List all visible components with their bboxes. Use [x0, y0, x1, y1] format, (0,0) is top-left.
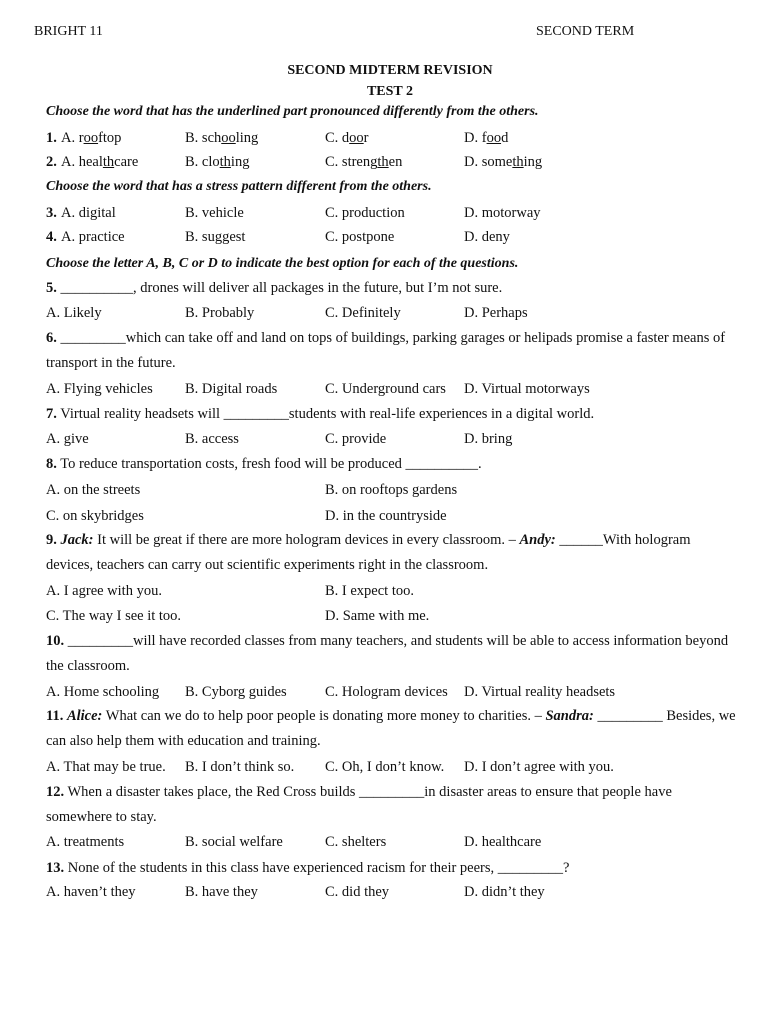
q10-option-d[interactable]: D. Virtual reality headsets: [464, 684, 616, 700]
option-c[interactable]: C. postpone: [325, 229, 395, 245]
q11-option-c[interactable]: C. Oh, I don’t know.: [325, 759, 445, 775]
option-a[interactable]: A. digital: [61, 205, 116, 221]
question-number: 5.: [46, 280, 57, 296]
q12-option-c[interactable]: C. shelters: [325, 834, 387, 850]
question-3: [46, 205, 746, 222]
question-text: _________will have recorded classes from many teachers, and students will be able to access information beyond the classroom.: [46, 633, 729, 674]
option-b[interactable]: B. clothing: [185, 154, 250, 170]
question-text: To reduce transportation costs, fresh food will be produced __________.: [56, 456, 482, 472]
q11-option-b[interactable]: B. I don’t think so.: [185, 759, 295, 775]
option-d[interactable]: D. motorway: [464, 205, 541, 221]
q13-option-c[interactable]: C. did they: [325, 884, 390, 900]
q5-option-c[interactable]: C. Definitely: [325, 305, 401, 321]
question-number: 11.: [46, 708, 64, 724]
q7-option-c[interactable]: C. provide: [325, 431, 387, 447]
question-number: 13.: [46, 860, 65, 876]
q8-option-b[interactable]: B. on rooftops gardens: [325, 482, 458, 498]
speaker-alice: Alice:: [66, 708, 103, 724]
question-number: 10.: [46, 633, 65, 649]
section-pronunciation-instruction: Choose the word that has the underlined part pronounced differently from the others.: [46, 104, 539, 119]
q10-option-c[interactable]: C. Hologram devices: [325, 684, 448, 700]
q6-option-c[interactable]: C. Underground cars: [325, 381, 446, 397]
speaker-andy: Andy:: [519, 532, 556, 548]
section-mcq-instruction: Choose the letter A, B, C or D to indicate the best option for each of the questions.: [46, 256, 519, 271]
question-text-continued: _________ Besides, we can also help them with education and training.: [46, 708, 736, 749]
option-a[interactable]: A. rooftop: [61, 130, 122, 146]
q9-option-c[interactable]: C. The way I see it too.: [46, 608, 182, 624]
option-c[interactable]: C. door: [325, 130, 369, 146]
q7-option-a[interactable]: A. give: [46, 431, 89, 447]
question-4: [46, 229, 746, 246]
q11-option-d[interactable]: D. I don’t agree with you.: [464, 759, 614, 775]
option-b[interactable]: B. suggest: [185, 229, 246, 245]
header-book-title: BRIGHT 11: [34, 24, 103, 39]
question-number: 7.: [46, 406, 57, 422]
option-d[interactable]: D. deny: [464, 229, 510, 245]
q9-option-d[interactable]: D. Same with me.: [325, 608, 430, 624]
question-text: __________, drones will deliver all packages in the future, but I’m not sure.: [56, 280, 503, 296]
question-7-stem: [46, 402, 736, 427]
option-d[interactable]: D. food: [464, 130, 509, 146]
question-text: _________which can take off and land on tops of buildings, parking garages or helipads promise a faster means of transport in the future.: [46, 330, 726, 371]
q5-option-b[interactable]: B. Probably: [185, 305, 255, 321]
question-9-stem: [46, 528, 736, 578]
question-11-stem: [46, 704, 736, 754]
q13-option-a[interactable]: A. haven’t they: [46, 884, 136, 900]
section-stress-instruction: Choose the word that has a stress pattern different from the others.: [46, 179, 432, 194]
question-10-stem: [46, 629, 736, 679]
question-12-stem: [46, 780, 736, 830]
question-number: 12.: [46, 784, 65, 800]
question-6-stem: [46, 326, 736, 376]
q5-option-a[interactable]: A. Likely: [46, 305, 102, 321]
option-b[interactable]: B. vehicle: [185, 205, 244, 221]
q11-option-a[interactable]: A. That may be true.: [46, 759, 166, 775]
q12-option-a[interactable]: A. treatments: [46, 834, 125, 850]
option-c[interactable]: C. strengthen: [325, 154, 403, 170]
option-d[interactable]: D. something: [464, 154, 543, 170]
question-number: 8.: [46, 456, 57, 472]
q7-option-b[interactable]: B. access: [185, 431, 239, 447]
q8-option-a[interactable]: A. on the streets: [46, 482, 141, 498]
speaker-jack: Jack:: [60, 532, 94, 548]
question-number: 6.: [46, 330, 57, 346]
question-number: 9.: [46, 532, 57, 548]
question-2: [46, 154, 746, 171]
header-term: SECOND TERM: [536, 24, 635, 39]
q6-option-a[interactable]: A. Flying vehicles: [46, 381, 153, 397]
question-13-stem: [46, 856, 736, 881]
option-a[interactable]: A. healthcare: [61, 154, 139, 170]
q6-option-d[interactable]: D. Virtual motorways: [464, 381, 590, 397]
q13-option-b[interactable]: B. have they: [185, 884, 258, 900]
question-text: It will be great if there are more hologram devices in every classroom. –: [93, 532, 520, 548]
q6-option-b[interactable]: B. Digital roads: [185, 381, 278, 397]
q8-option-c[interactable]: C. on skybridges: [46, 508, 144, 524]
page-title: SECOND MIDTERM REVISION: [287, 63, 493, 78]
question-number: 4.: [46, 229, 57, 245]
question-number: 3.: [46, 205, 57, 221]
speaker-sandra: Sandra:: [545, 708, 594, 724]
question-text: Virtual reality headsets will _________students with real-life experiences in a digital world.: [56, 406, 595, 422]
q9-option-a[interactable]: A. I agree with you.: [46, 583, 162, 599]
q8-option-d[interactable]: D. in the countryside: [325, 508, 447, 524]
page-subtitle: TEST 2: [366, 84, 414, 99]
q13-option-d[interactable]: D. didn’t they: [464, 884, 545, 900]
q5-option-d[interactable]: D. Perhaps: [464, 305, 528, 321]
question-number: 2.: [46, 154, 57, 170]
question-1: [46, 130, 746, 147]
q10-option-b[interactable]: B. Cyborg guides: [185, 684, 287, 700]
question-text-continued: ______With hologram devices, teachers can carry out scientific experiments right in the classroom.: [46, 532, 691, 573]
option-c[interactable]: C. production: [325, 205, 405, 221]
q7-option-d[interactable]: D. bring: [464, 431, 513, 447]
q12-option-d[interactable]: D. healthcare: [464, 834, 542, 850]
q12-option-b[interactable]: B. social welfare: [185, 834, 283, 850]
question-text: None of the students in this class have experienced racism for their peers, _________?: [64, 860, 570, 876]
question-text: When a disaster takes place, the Red Cross builds _________in disaster areas to ensure that people have somewhere to stay.: [46, 784, 672, 825]
question-text: What can we do to help poor people is donating more money to charities. –: [102, 708, 546, 724]
q10-option-a[interactable]: A. Home schooling: [46, 684, 160, 700]
question-number: 1.: [46, 130, 57, 146]
q9-option-b[interactable]: B. I expect too.: [325, 583, 414, 599]
question-5-stem: [46, 276, 736, 301]
option-b[interactable]: B. schooling: [185, 130, 259, 146]
question-8-stem: [46, 452, 736, 477]
option-a[interactable]: A. practice: [61, 229, 125, 245]
